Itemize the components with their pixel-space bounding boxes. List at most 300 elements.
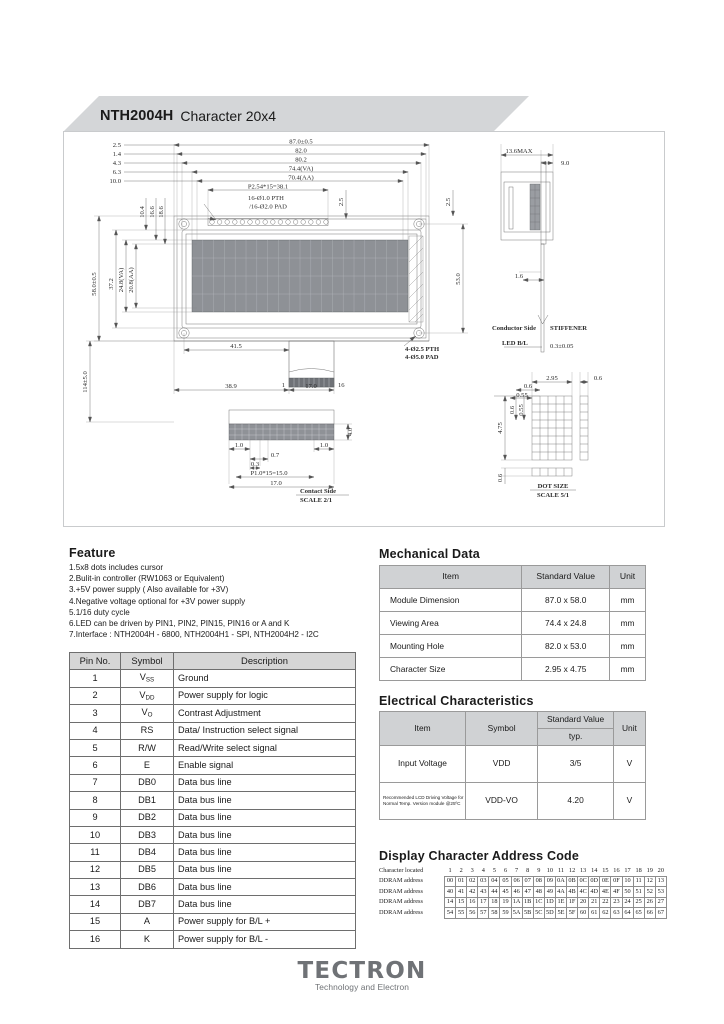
mechanical-heading: Mechanical Data: [379, 547, 480, 561]
ddram-char-index: 14: [591, 866, 598, 874]
ddram-char-index: 20: [657, 866, 664, 874]
pin-description: Data/ Instruction select signal: [174, 722, 356, 739]
ddram-address-cell: 21: [589, 897, 600, 908]
pin-symbol: DB1: [121, 792, 174, 809]
mech-item: Module Dimension: [380, 589, 522, 612]
pin-symbol: DB4: [121, 844, 174, 861]
table-row: [70, 844, 356, 861]
mech-item: Viewing Area: [380, 612, 522, 635]
ddram-address-cell: 5F: [567, 908, 578, 919]
dim-dot-size-x: 0.55: [516, 392, 528, 399]
ddram-char-index: 17: [624, 866, 631, 874]
ddram-address-cell: 61: [589, 908, 600, 919]
ddram-address-cell: 5E: [555, 908, 566, 919]
ddram-address-cell: 27: [655, 897, 666, 908]
pin-number: 5: [70, 739, 121, 756]
table-row: [70, 792, 356, 809]
ddram-address-cell: 67: [655, 908, 666, 919]
ddram-address-cell: 06: [511, 876, 522, 887]
company-tagline: Technology and Electron: [314, 982, 410, 992]
ddram-address-cell: 44: [489, 887, 500, 898]
pin-number: 3: [70, 705, 121, 722]
ddram-address-cell: 11: [633, 876, 644, 887]
table-header-row: [70, 653, 356, 670]
table-row: [380, 658, 646, 681]
electrical-heading: Electrical Characteristics: [379, 694, 534, 708]
ddram-address-cell: 49: [544, 887, 555, 898]
dim-10-4: 10.4: [139, 206, 146, 218]
ddram-char-index: 16: [613, 866, 620, 874]
ddram-address-cell: 15: [456, 897, 467, 908]
dim-contact-1-0a: 1.0: [234, 442, 244, 449]
pin-symbol: RS: [121, 722, 174, 739]
dim-overall-width: 87.0±0.5: [289, 138, 313, 146]
pin-number: 4: [70, 722, 121, 739]
pin-symbol: DB6: [121, 879, 174, 896]
ddram-address-cell: 05: [500, 876, 511, 887]
ddram-address-cell: 50: [622, 887, 633, 898]
ddram-char-index: 13: [580, 866, 587, 874]
ddram-address-cell: 14: [445, 897, 456, 908]
pin-label-16: 16: [338, 382, 345, 389]
feature-heading: Feature: [69, 546, 116, 560]
pin-symbol: $V_{SS}$: [121, 670, 174, 687]
pin-col-desc: Description: [174, 653, 356, 670]
pin-description: Data bus line: [174, 896, 356, 913]
ddram-char-index: 12: [568, 866, 576, 874]
ddram-address-cell: 07: [522, 876, 533, 887]
ddram-address-cell: 09: [544, 876, 555, 887]
table-row: [380, 635, 646, 658]
pin-label-1: 1: [281, 382, 285, 389]
dot-size-scale: SCALE 5/1: [536, 492, 570, 499]
elec-symbol: VDD-VO: [465, 783, 537, 820]
ddram-row-label: Character located: [379, 866, 424, 874]
table-row: [70, 809, 356, 826]
ddram-address-cell: 4F: [611, 887, 622, 898]
dim-char-pitch-y: 4.75: [497, 422, 504, 434]
table-header-row: [380, 566, 646, 589]
company-logo: TECTRON: [297, 958, 427, 984]
pin-description: Enable signal: [174, 757, 356, 774]
elec-col-typ: typ.: [538, 729, 614, 746]
label-conductor-side: Conductor Side: [491, 325, 536, 332]
dim-bezel-width: 80.2: [295, 156, 307, 164]
pin-symbol: DB5: [121, 861, 174, 878]
dim-offset-4-3: 4.3: [112, 160, 121, 167]
model-description: Character 20x4: [180, 108, 277, 124]
ddram-address-table: [379, 866, 667, 919]
mechanical-data-table: [379, 565, 646, 681]
note-mount-pad: 4-Ø5.0 PAD: [405, 354, 439, 361]
ddram-char-index: 9: [537, 866, 541, 874]
dim-dot-pitch-x: 0.6: [523, 383, 533, 390]
elec-col-symbol: Symbol: [465, 712, 537, 746]
pin-col-no: Pin No.: [70, 653, 121, 670]
dim-contact-1-0b: 1.0: [319, 442, 329, 449]
mech-value: 2.95 x 4.75: [522, 658, 610, 681]
ddram-address-cell: 17: [478, 897, 489, 908]
dim-thickness-max: 13.6MAX: [505, 148, 533, 155]
elec-unit: V: [613, 783, 645, 820]
title-banner-text: [100, 104, 276, 128]
ddram-address-cell: 19: [500, 897, 511, 908]
ddram-address-cell: 08: [533, 876, 544, 887]
dim-contact-0-7: 0.7: [270, 452, 280, 459]
electrical-characteristics-table: [379, 711, 646, 820]
footer-logo: [0, 958, 724, 992]
dim-aa-width: 70.4(AA): [288, 174, 314, 182]
ddram-heading: Display Character Address Code: [379, 849, 580, 863]
dim-va-height: 24.8(VA): [118, 267, 125, 293]
ddram-row-label: DDRAM address: [379, 909, 423, 917]
table-row: [379, 887, 666, 898]
pin-description: Data bus line: [174, 792, 356, 809]
ddram-address-cell: 52: [644, 887, 655, 898]
ddram-address-cell: 10: [622, 876, 633, 887]
dim-contact-pitch: P1.0*15=15.0: [250, 470, 288, 477]
dim-contact-width: 17.0: [270, 480, 282, 487]
pin-symbol: K: [121, 931, 174, 948]
table-row: [70, 705, 356, 722]
feature-item: 4.Negative voltage optional for +3V power supply: [69, 596, 246, 606]
pin-description: Power supply for B/L +: [174, 913, 356, 930]
elec-symbol: VDD: [465, 746, 537, 783]
pin-symbol: DB2: [121, 809, 174, 826]
dim-offset-10-0: 10.0: [109, 178, 121, 185]
ddram-grid: [379, 866, 667, 919]
pin-number: 11: [70, 844, 121, 861]
elec-unit: V: [613, 746, 645, 783]
ddram-address-cell: 45: [500, 887, 511, 898]
table-row: [70, 722, 356, 739]
ddram-address-cell: 1A: [511, 897, 522, 908]
pin-number: 8: [70, 792, 121, 809]
table-row: [70, 896, 356, 913]
pin-description: Read/Write select signal: [174, 739, 356, 756]
ddram-address-cell: 42: [467, 887, 478, 898]
note-mount-pth: 4-Ø2.5 PTH: [405, 346, 440, 353]
ddram-address-cell: 47: [522, 887, 533, 898]
mech-col-value: Standard Value: [522, 566, 610, 589]
feature-item: 6.LED can be driven by PIN1, PIN2, PIN15, PIN16 or A and K: [69, 619, 290, 629]
dim-overall-height: 58.0±0.5: [91, 272, 98, 296]
pin-description: Ground: [174, 670, 356, 687]
elec-typ-value: 4.20: [538, 783, 614, 820]
table-row: [70, 826, 356, 843]
table-row: [379, 866, 666, 876]
mech-unit: mm: [610, 612, 646, 635]
dim-right-2-5a: 2.5: [338, 197, 345, 207]
pin-description: Power supply for B/L -: [174, 931, 356, 948]
electrical-table-body: [380, 746, 646, 820]
ddram-address-cell: 5A: [511, 908, 522, 919]
pin-symbol: $V_O$: [121, 705, 174, 722]
ddram-address-cell: 22: [600, 897, 611, 908]
dim-41-5: 41.5: [230, 343, 242, 350]
ddram-char-index: 3: [470, 866, 474, 874]
ddram-row-label: DDRAM address: [379, 877, 423, 885]
mech-value: 82.0 x 53.0: [522, 635, 610, 658]
ddram-row-label: DDRAM address: [379, 898, 423, 906]
dim-right-2-5b: 2.5: [445, 197, 452, 207]
mech-value: 87.0 x 58.0: [522, 589, 610, 612]
mech-col-unit: Unit: [610, 566, 646, 589]
table-row: [380, 746, 646, 783]
ddram-address-cell: 00: [445, 876, 456, 887]
table-row: [380, 612, 646, 635]
pin-number: 13: [70, 879, 121, 896]
mech-unit: mm: [610, 589, 646, 612]
ddram-address-cell: 51: [633, 887, 644, 898]
mechanical-drawing-panel: [63, 131, 665, 527]
ddram-address-cell: 4C: [578, 887, 589, 898]
ddram-address-cell: 25: [633, 897, 644, 908]
pin-symbol: DB0: [121, 774, 174, 791]
ddram-address-cell: 1C: [533, 897, 544, 908]
ddram-address-cell: 01: [456, 876, 467, 887]
pin-number: 14: [70, 896, 121, 913]
table-row: [380, 589, 646, 612]
ddram-address-cell: 54: [445, 908, 456, 919]
elec-typ-value: 3/5: [538, 746, 614, 783]
ddram-char-index: 15: [602, 866, 609, 874]
ddram-char-index: 5: [492, 866, 496, 874]
dim-depth-9-0: 9.0: [561, 160, 570, 167]
dim-contact-4-0: 4.0: [347, 427, 354, 437]
pin-col-symbol: Symbol: [121, 653, 174, 670]
mechanical-drawing-svg: [64, 132, 664, 526]
ddram-address-cell: 66: [644, 908, 655, 919]
pin-number: 7: [70, 774, 121, 791]
ddram-address-cell: 03: [478, 876, 489, 887]
ddram-address-cell: 5C: [533, 908, 544, 919]
dim-dot-size-y: 0.55: [518, 404, 525, 416]
pin-description: Data bus line: [174, 826, 356, 843]
pin-description: Data bus line: [174, 844, 356, 861]
ddram-address-cell: 56: [467, 908, 478, 919]
ddram-address-cell: 13: [655, 876, 666, 887]
ddram-address-cell: 53: [655, 887, 666, 898]
ddram-body: [379, 866, 666, 918]
feature-list: [69, 562, 389, 640]
table-row: [70, 774, 356, 791]
ddram-address-cell: 4A: [555, 887, 566, 898]
pin-symbol: A: [121, 913, 174, 930]
ddram-char-index: 2: [459, 866, 463, 874]
mechanical-table-body: [380, 589, 646, 681]
pin-symbol: $V_{DD}$: [121, 687, 174, 704]
ddram-address-cell: 02: [467, 876, 478, 887]
ddram-address-cell: 0C: [578, 876, 589, 887]
elec-col-standard: Standard Value: [538, 712, 614, 729]
ddram-address-cell: 0E: [600, 876, 611, 887]
mech-value: 74.4 x 24.8: [522, 612, 610, 635]
ddram-row-label: DDRAM address: [379, 887, 423, 895]
dim-char-pitch-x: 2.95: [546, 375, 558, 382]
dim-bezel-height: 37.2: [108, 278, 115, 290]
mech-unit: mm: [610, 635, 646, 658]
ddram-char-index: 4: [481, 866, 485, 874]
dim-film-thickness: 0.3±0.05: [550, 343, 574, 350]
dim-18-6: 18.6: [158, 206, 165, 218]
feature-item: 5.1/16 duty cycle: [69, 607, 130, 617]
pin-number: 9: [70, 809, 121, 826]
ddram-char-index: 1: [448, 866, 452, 874]
elec-item: Recommended LCD Driving Voltage for Normal Temp. Version module @25ºC: [380, 783, 466, 820]
ddram-address-cell: 1E: [555, 897, 566, 908]
table-row: [379, 876, 666, 887]
table-row: [380, 783, 646, 820]
table-row: [70, 757, 356, 774]
ddram-address-cell: 1F: [567, 897, 578, 908]
pin-description: Power supply for logic: [174, 687, 356, 704]
ddram-address-cell: 4B: [567, 887, 578, 898]
pin-description: Contrast Adjustment: [174, 705, 356, 722]
pin-number: 15: [70, 913, 121, 930]
elec-item: Input Voltage: [380, 746, 466, 783]
ddram-address-cell: 12: [644, 876, 655, 887]
table-row: [70, 739, 356, 756]
ddram-address-cell: 64: [622, 908, 633, 919]
ddram-address-cell: 65: [633, 908, 644, 919]
ddram-address-cell: 57: [478, 908, 489, 919]
table-row: [379, 897, 666, 908]
mech-item: Mounting Hole: [380, 635, 522, 658]
feature-item: 3.+5V power supply ( Also available for +3V): [69, 585, 229, 595]
pin-table-body: [70, 670, 356, 948]
ddram-address-cell: 4D: [589, 887, 600, 898]
pin-symbol: DB7: [121, 896, 174, 913]
ddram-char-index: 8: [526, 866, 530, 874]
ddram-char-index: 7: [515, 866, 519, 874]
pin-description: Data bus line: [174, 861, 356, 878]
feature-item: 7.Interface : NTH2004H - 6800, NTH2004H1 - SPI, NTH2004H2 - I2C: [69, 630, 319, 640]
dim-gap-right: 0.6: [593, 375, 603, 382]
ddram-address-cell: 59: [500, 908, 511, 919]
pin-description: Data bus line: [174, 774, 356, 791]
pin-number: 12: [70, 861, 121, 878]
note-pin-hole-pad: /16-Ø2.0 PAD: [249, 203, 287, 211]
ddram-address-cell: 20: [578, 897, 589, 908]
ddram-address-cell: 24: [622, 897, 633, 908]
ddram-address-cell: 1B: [522, 897, 533, 908]
table-row: [70, 687, 356, 704]
table-row: [70, 931, 356, 948]
dim-dot-pitch-y: 0.6: [509, 405, 516, 415]
mech-unit: mm: [610, 658, 646, 681]
pin-symbol: E: [121, 757, 174, 774]
mech-item: Character Size: [380, 658, 522, 681]
ddram-char-index: 19: [646, 866, 653, 874]
table-header-row: [380, 712, 646, 729]
dim-pin-pitch: P2.54*15=38.1: [247, 183, 289, 191]
table-row: [70, 861, 356, 878]
ddram-address-cell: 62: [600, 908, 611, 919]
pin-number: 2: [70, 687, 121, 704]
ddram-address-cell: 58: [489, 908, 500, 919]
ddram-address-cell: 0D: [589, 876, 600, 887]
dim-contact-0-3: 0.3: [250, 461, 260, 468]
ddram-address-cell: 1D: [544, 897, 555, 908]
table-row: [70, 670, 356, 687]
ddram-address-cell: 60: [578, 908, 589, 919]
table-row: [70, 879, 356, 896]
dim-aa-height: 20.8(AA): [128, 267, 135, 293]
dim-va-width: 74.4(VA): [288, 165, 314, 173]
ddram-address-cell: 18: [489, 897, 500, 908]
ddram-address-cell: 5B: [522, 908, 533, 919]
dim-38-9: 38.9: [225, 383, 237, 390]
ddram-char-index: 6: [503, 866, 508, 874]
ddram-address-cell: 4E: [600, 887, 611, 898]
pin-number: 10: [70, 826, 121, 843]
ddram-address-cell: 48: [533, 887, 544, 898]
ddram-address-cell: 40: [445, 887, 456, 898]
ddram-address-cell: 46: [511, 887, 522, 898]
ddram-address-cell: 41: [456, 887, 467, 898]
table-row: [70, 913, 356, 930]
ddram-address-cell: 5D: [544, 908, 555, 919]
contact-side-scale: SCALE 2/1: [300, 497, 333, 504]
contact-side-title: Contact Side: [300, 488, 337, 495]
pin-symbol: R/W: [121, 739, 174, 756]
dim-mounting-height: 53.0: [455, 273, 462, 285]
ddram-address-cell: 0A: [555, 876, 566, 887]
feature-item: 1.5x8 dots includes cursor: [69, 563, 164, 572]
ddram-address-cell: 04: [489, 876, 500, 887]
dim-17-0-front: 17.0: [305, 383, 317, 390]
feature-item: 2.Bulit-in controller (RW1063 or Equivalent): [69, 574, 225, 584]
dot-size-title: DOT SIZE: [537, 483, 569, 490]
dim-offset-6-3: 6.3: [112, 169, 121, 176]
dim-offset-1-4: 1.4: [112, 151, 121, 158]
dim-pcb-1-6: 1.6: [514, 273, 524, 280]
elec-col-unit: Unit: [613, 712, 645, 746]
ddram-char-index: 18: [635, 866, 642, 874]
dim-mounting-width: 82.0: [295, 147, 307, 155]
elec-col-item: Item: [380, 712, 466, 746]
label-stiffener: STIFFENER: [550, 325, 588, 332]
pin-assignment-table: [69, 652, 356, 949]
ddram-char-index: 10: [546, 866, 554, 874]
pin-symbol: DB3: [121, 826, 174, 843]
ddram-address-cell: 0F: [611, 876, 622, 887]
mech-col-item: Item: [380, 566, 522, 589]
ddram-address-cell: 43: [478, 887, 489, 898]
ddram-address-cell: 63: [611, 908, 622, 919]
note-pin-hole-pth: 16-Ø1.0 PTH: [248, 195, 284, 202]
pin-description: Data bus line: [174, 879, 356, 896]
ddram-address-cell: 55: [456, 908, 467, 919]
pin-number: 6: [70, 757, 121, 774]
ddram-address-cell: 0B: [567, 876, 578, 887]
dim-16-6: 16.6: [149, 206, 156, 218]
pin-number: 16: [70, 931, 121, 948]
dim-gap-bottom: 0.6: [497, 473, 504, 483]
label-led-bl: LED B/L: [502, 340, 528, 347]
dim-total-length: 114±5.0: [82, 371, 89, 393]
dim-offset-2-5: 2.5: [112, 142, 121, 149]
ddram-address-cell: 26: [644, 897, 655, 908]
ddram-address-cell: 16: [467, 897, 478, 908]
ddram-address-cell: 23: [611, 897, 622, 908]
ddram-char-index: 11: [557, 866, 565, 874]
pin-number: 1: [70, 670, 121, 687]
table-row: [379, 908, 666, 919]
pin-description: Data bus line: [174, 809, 356, 826]
model-number: NTH2004H: [100, 108, 174, 124]
